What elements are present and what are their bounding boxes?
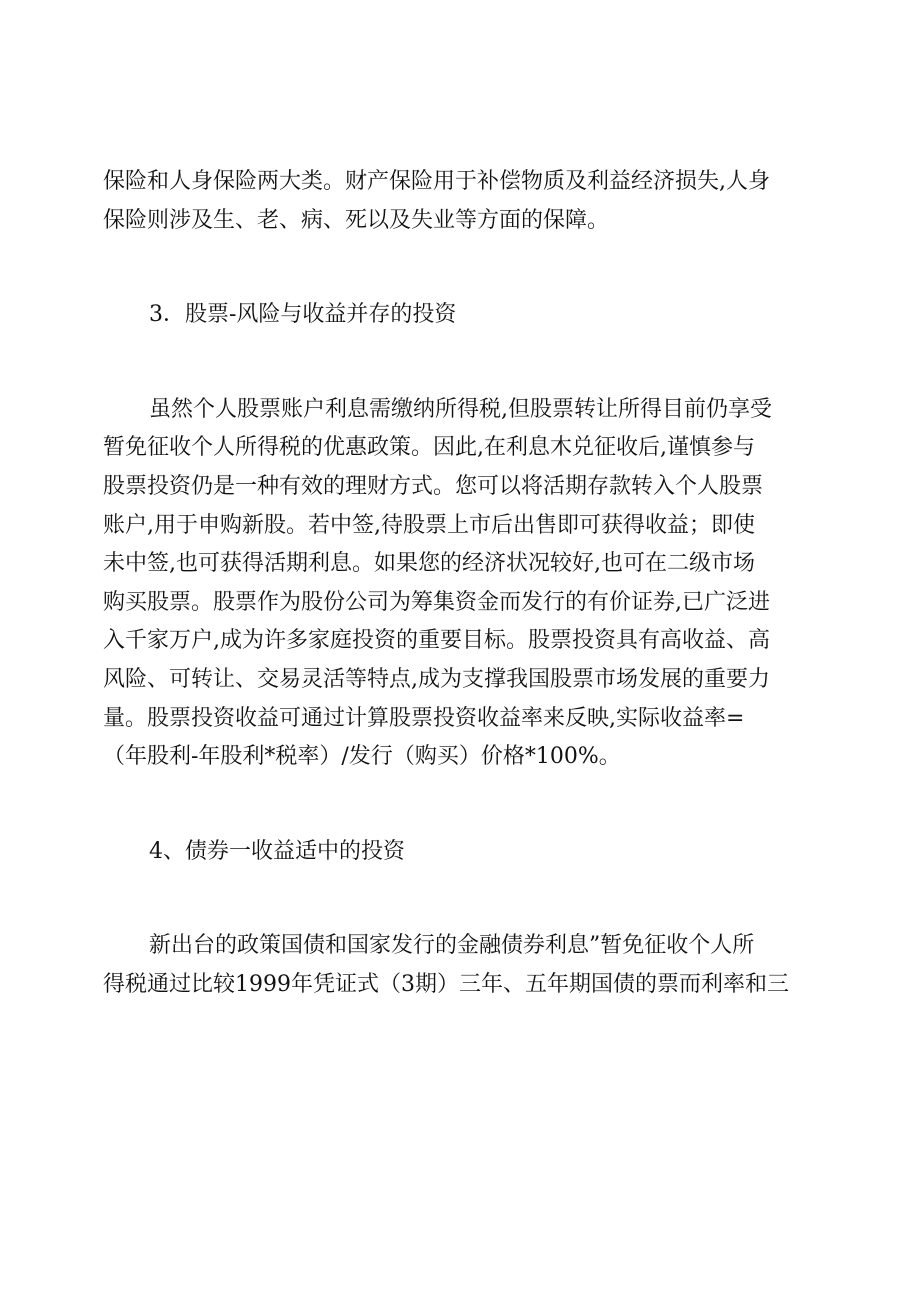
text-line: 购买股票。股票作为股份公司为筹集资金而发行的有价证券,已广泛进 bbox=[103, 589, 770, 615]
text-line: 未中签,也可获得活期利息。如果您的经济状况较好,也可在二级市场 bbox=[103, 551, 755, 577]
section-heading-stocks: 3．股票-风险与收益并存的投资 bbox=[149, 302, 457, 328]
text-line: 入千家万户,成为许多家庭投资的重要目标。股票投资具有高收益、高 bbox=[103, 628, 770, 654]
document-body bbox=[103, 163, 815, 1005]
spacer bbox=[103, 871, 815, 927]
text-line: 保险和人身保险两大类。财产保险用于补偿物质及利益经济损失,人身 bbox=[103, 169, 770, 194]
text-line: 暂免征收个人所得税的优惠政策。因此,在利息木兑征收后,谨慎参与 bbox=[103, 435, 755, 461]
spacer bbox=[103, 777, 815, 833]
text-line: 虽然个人股票账户利息需缴纳所得税,但股票转让所得目前仍享受 bbox=[149, 396, 772, 422]
paragraph-stocks bbox=[103, 391, 815, 777]
paragraph-bonds bbox=[103, 927, 815, 1004]
text-line: 量。股票投资收益可通过计算股票投资收益率来反映,实际收益率= bbox=[103, 705, 745, 731]
text-line: 得税通过比较1999年凭证式（3期）三年、五年期国债的票而利率和三 bbox=[103, 971, 789, 997]
paragraph-insurance-continued bbox=[103, 163, 815, 240]
spacer bbox=[103, 240, 815, 296]
section-heading-bonds: 4、债券一收益适中的投资 bbox=[149, 838, 405, 864]
text-line: 账户,用于申购新股。若中签,待股票上市后出售即可获得收益；即使 bbox=[103, 512, 755, 538]
text-line: （年股利-年股利*税率）/发行（购买）价格*100%。 bbox=[103, 744, 621, 770]
text-line: 新出台的政策国债和国家发行的金融债券利息”暂免征收个人所 bbox=[149, 933, 755, 959]
text-line: 保险则涉及生、老、病、死以及失业等方面的保障。 bbox=[103, 207, 610, 233]
spacer bbox=[103, 335, 815, 391]
text-line: 风险、可转让、交易灵活等特点,成为支撑我国股票市场发展的重要力 bbox=[103, 666, 770, 692]
text-line: 股票投资仍是一种有效的理财方式。您可以将活期存款转入个人股票 bbox=[103, 473, 764, 499]
